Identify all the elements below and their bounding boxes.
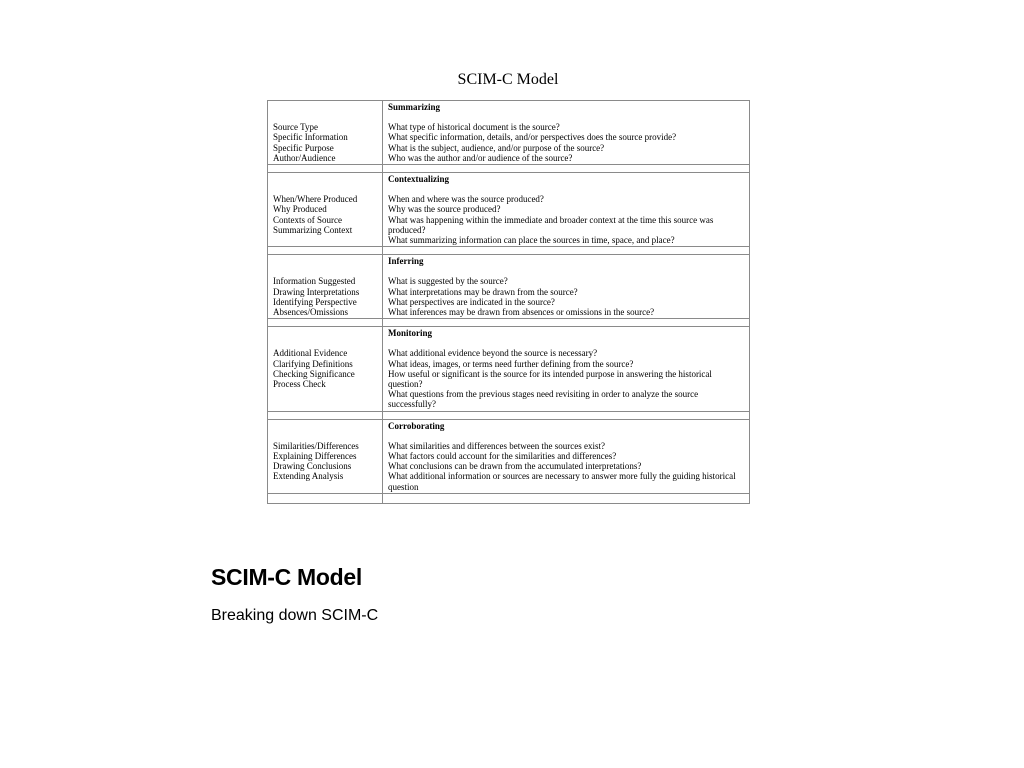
guiding-question: What specific information, details, and/or perspectives does the source provide?	[388, 132, 677, 143]
spacer-cell	[268, 319, 383, 327]
document-title: SCIM-C Model	[457, 71, 559, 88]
table-section-row	[268, 255, 750, 319]
term-label: Information Suggested	[273, 276, 356, 287]
section-question-cell	[383, 101, 750, 165]
term-label: Additional Evidence	[273, 348, 348, 359]
term-label: Identifying Perspective	[273, 296, 357, 307]
term-label: Contexts of Source	[273, 214, 342, 225]
section-question-cell	[383, 173, 750, 247]
term-label: Source Type	[273, 122, 318, 133]
spacer-cell	[383, 319, 750, 327]
term-label: Drawing Interpretations	[273, 286, 360, 297]
guiding-question: Why was the source produced?	[388, 204, 501, 215]
guiding-question: What ideas, images, or terms need further defining from the source?	[388, 358, 634, 369]
spacer-cell	[268, 247, 383, 255]
section-term-cell	[268, 101, 383, 165]
guiding-question: How useful or significant is the source for its intended purpose in answering the historical question?	[388, 368, 712, 390]
spacer-cell	[383, 493, 750, 503]
term-label: Specific Information	[273, 132, 348, 143]
spacer-cell	[383, 165, 750, 173]
guiding-question: What type of historical document is the source?	[388, 122, 560, 133]
table-section-row	[268, 173, 750, 247]
spacer-row	[268, 493, 750, 503]
scim-c-table	[267, 100, 750, 504]
spacer-cell	[268, 165, 383, 173]
slide-title: SCIM-C Model	[211, 564, 362, 590]
guiding-question: What factors could account for the similarities and differences?	[388, 451, 617, 462]
section-term-cell	[268, 173, 383, 247]
term-label: Checking Significance	[273, 368, 355, 379]
term-label: When/Where Produced	[273, 194, 358, 205]
section-question-cell	[383, 327, 750, 411]
term-label: Summarizing Context	[273, 224, 353, 235]
term-label: Specific Purpose	[273, 142, 334, 153]
spacer-row	[268, 165, 750, 173]
term-label: Explaining Differences	[273, 451, 357, 462]
section-term-cell	[268, 327, 383, 411]
table-section-row	[268, 419, 750, 493]
section-question-cell	[383, 255, 750, 319]
spacer-cell	[268, 493, 383, 503]
spacer-cell	[268, 411, 383, 419]
guiding-question: When and where was the source produced?	[388, 194, 544, 205]
term-label: Why Produced	[273, 204, 327, 215]
table-section-row	[268, 327, 750, 411]
term-label: Drawing Conclusions	[273, 461, 352, 472]
term-label: Process Check	[273, 379, 326, 390]
guiding-question: What conclusions can be drawn from the accumulated interpretations?	[388, 461, 642, 472]
guiding-question: What questions from the previous stages need revisiting in order to analyze the source successfully?	[388, 389, 699, 410]
guiding-question: What similarities and differences between the sources exist?	[388, 440, 606, 451]
term-label: Absences/Omissions	[273, 307, 348, 318]
term-label: Author/Audience	[273, 152, 336, 163]
spacer-row	[268, 247, 750, 255]
guiding-question: What perspectives are indicated in the source?	[388, 296, 555, 307]
spacer-cell	[383, 411, 750, 419]
section-heading: Corroborating	[388, 420, 445, 431]
guiding-question: What inferences may be drawn from absences or omissions in the source?	[388, 307, 655, 318]
section-term-cell	[268, 255, 383, 319]
term-label: Similarities/Differences	[273, 440, 359, 451]
guiding-question: Who was the author and/or audience of the source?	[388, 152, 573, 163]
section-heading: Contextualizing	[388, 174, 450, 185]
section-question-cell	[383, 419, 750, 493]
term-label: Extending Analysis	[273, 471, 344, 482]
section-heading: Summarizing	[388, 102, 441, 112]
spacer-row	[268, 411, 750, 419]
table-section-row	[268, 101, 750, 165]
section-term-cell	[268, 419, 383, 493]
term-label: Clarifying Definitions	[273, 358, 353, 369]
slide-subtitle: Breaking down SCIM-C	[211, 607, 379, 624]
spacer-cell	[383, 247, 750, 255]
guiding-question: What is suggested by the source?	[388, 276, 508, 287]
guiding-question: What was happening within the immediate and broader context at the time this source was produced?	[388, 214, 714, 235]
guiding-question: What additional information or sources are necessary to answer more fully the guiding historical question	[388, 471, 736, 492]
section-heading: Monitoring	[388, 328, 432, 339]
guiding-question: What summarizing information can place the sources in time, space, and place?	[388, 235, 675, 246]
section-heading: Inferring	[388, 256, 424, 267]
spacer-row	[268, 319, 750, 327]
guiding-question: What additional evidence beyond the source is necessary?	[388, 348, 598, 359]
guiding-question: What interpretations may be drawn from the source?	[388, 286, 578, 297]
guiding-question: What is the subject, audience, and/or purpose of the source?	[388, 142, 605, 153]
